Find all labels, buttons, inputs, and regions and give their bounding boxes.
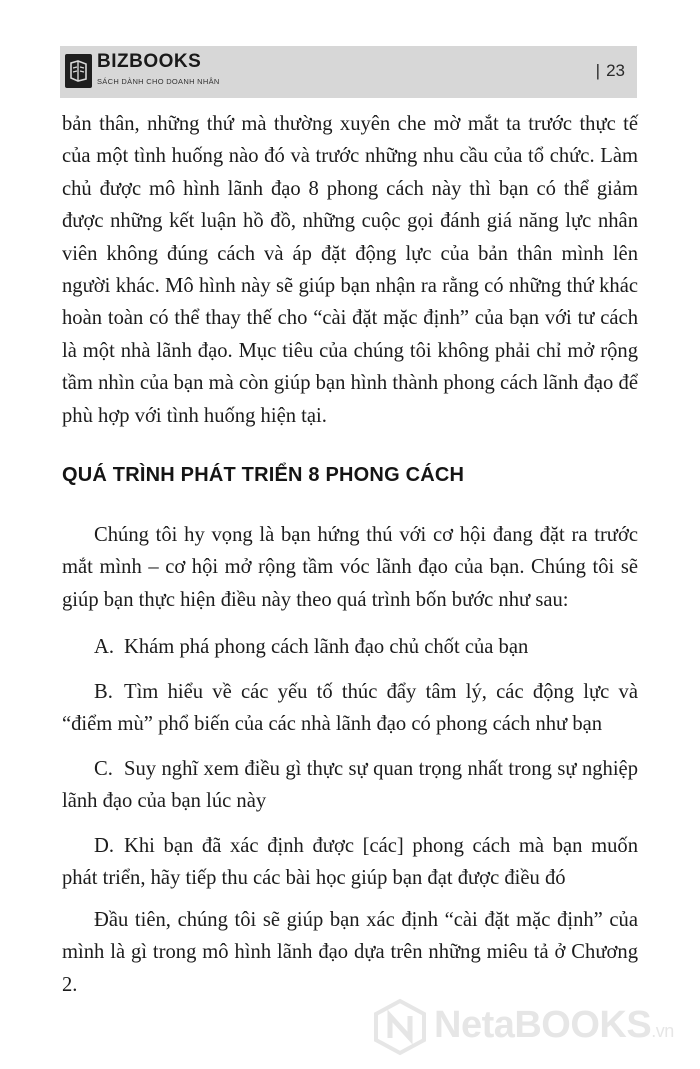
list-marker: A. [94,636,115,658]
paragraph-intro: bản thân, những thứ mà thường xuyên che mờ mắt ta trước thực tế của một tình huống nào đó và trước những nhu cầu của tổ chức. Làm chủ được mô hình lãnh đạo 8 phong cách này thì bạn có thể giảm được những kết luận hồ đồ, những cuộc gọi đánh giá năng lực nhân viên không đúng cách và áp đặt động lực của bản thân mình lên người khác. Mô hình này sẽ giúp bạn nhận ra rằng có những thứ khác hoàn toàn có thể thay thế cho “cài đặt mặc định” của bạn với tư cách là một nhà lãnh đạo. Mục tiêu của chúng tôi không phải chỉ mở rộng tầm nhìn của bạn mà còn giúp bạn hình thành phong cách lãnh đạo để phù hợp với tình huống hiện tại. [62,113,638,427]
running-header [60,46,637,98]
list-item-step-c [62,753,638,818]
section-heading: QUÁ TRÌNH PHÁT TRIỂN 8 PHONG CÁCH [62,464,465,486]
list-item-text: Tìm hiểu về các yếu tố thúc đẩy tâm lý, các động lực và “điểm mù” phổ biến của các nhà lãnh đạo có phong cách như bạn [62,681,638,736]
watermark-suffix: .vn [651,1021,674,1041]
list-item-step-d [62,830,638,895]
list-item-step-a [62,631,638,663]
page-number: 23 [606,61,625,80]
list-marker: B. [94,681,113,703]
page-number-block [596,61,625,81]
list-item-text: Khám phá phong cách lãnh đạo chủ chốt của bạn [124,636,529,658]
list-item-text: Khi bạn đã xác định được [các] phong cách mà bạn muốn phát triển, hãy tiếp thu các bài học giúp bạn đạt được điều đó [62,835,638,890]
page-number-separator: | [595,61,601,80]
list-marker: C. [94,758,113,780]
brand-tagline: SÁCH DÀNH CHO DOANH NHÂN [97,77,220,86]
paragraph-closing: Đầu tiên, chúng tôi sẽ giúp bạn xác định “cài đặt mặc định” của mình là gì trong mô hình lãnh đạo dựa trên những miêu tả ở Chương 2. [62,909,638,996]
list-item-text: Suy nghĩ xem điều gì thực sự quan trọng nhất trong sự nghiệp lãnh đạo của bạn lúc này [62,758,638,813]
paragraph-process: Chúng tôi hy vọng là bạn hứng thú với cơ hội đang đặt ra trước mắt mình – cơ hội mở rộng tầm vóc lãnh đạo của bạn. Chúng tôi sẽ giúp bạn thực hiện điều này theo quá trình bốn bước như sau: [62,524,638,611]
bizbooks-logo-icon [65,54,92,88]
brand-name: BIZBOOKS [97,51,202,72]
list-item-step-b [62,676,638,741]
watermark-name: NetaBOOKS [434,1004,652,1046]
list-marker: D. [94,835,115,857]
netabooks-watermark [372,998,682,1058]
netabooks-logo-icon [372,998,428,1056]
